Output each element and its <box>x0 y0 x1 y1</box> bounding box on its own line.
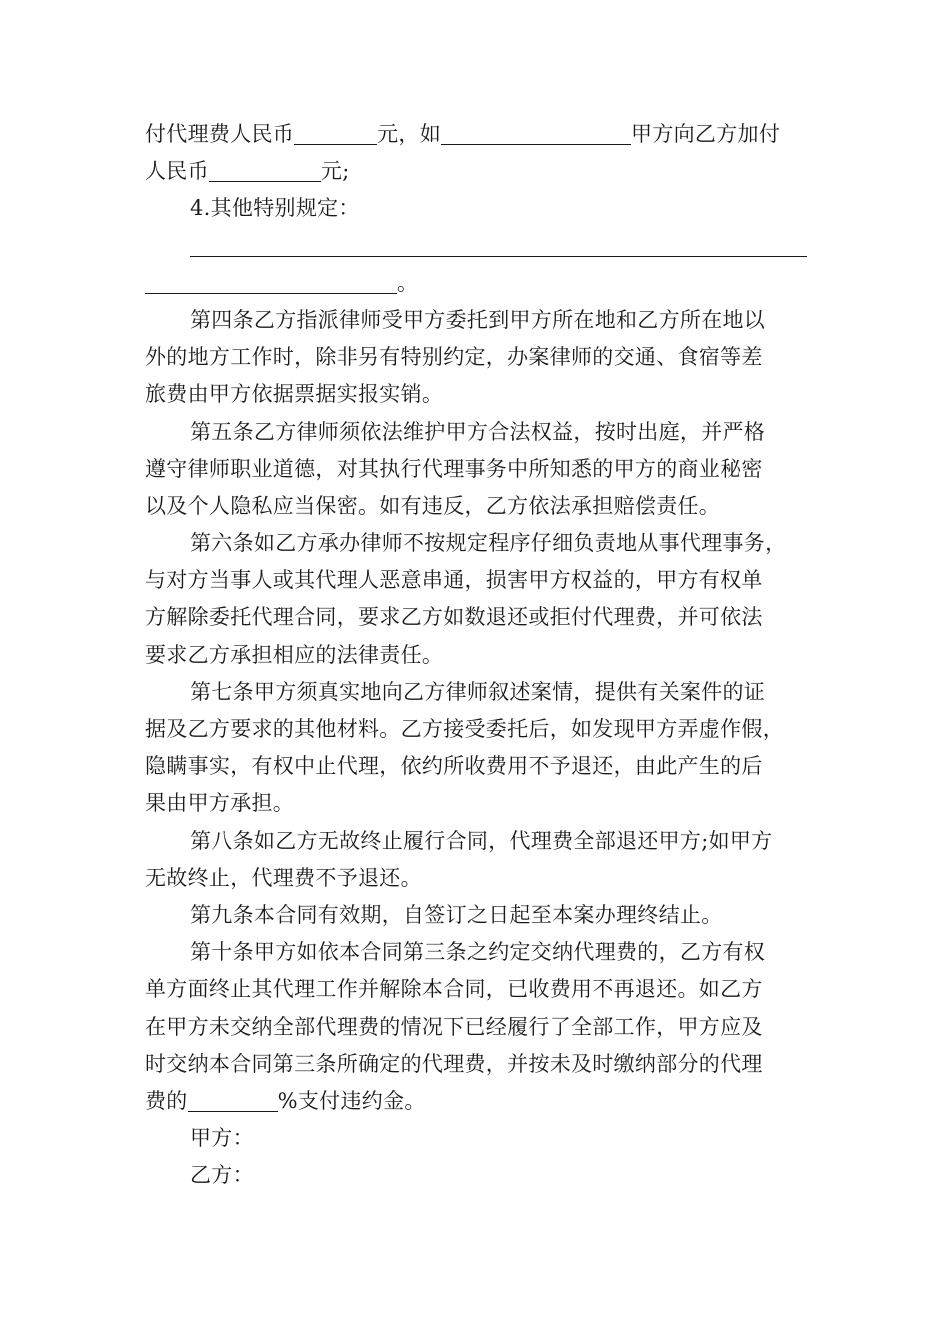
article-4-line: 旅费由甲方依据票据实报实销。 <box>145 382 444 407</box>
article-10-line <box>145 1083 810 1120</box>
article-7-line: 据及乙方要求的其他材料。乙方接受委托后，如发现甲方弄虚作假， <box>145 717 784 741</box>
party-b-signature: 乙方： <box>190 1163 254 1188</box>
article-7-line: 第七条甲方须真实地向乙方律师叙述案情，提供有关案件的证 <box>190 679 766 704</box>
fee-line-1 <box>145 116 810 153</box>
article-8-line: 无故终止，代理费不予退还。 <box>145 865 422 890</box>
article-10-text: 费的 <box>145 1088 188 1113</box>
article-6-line: 第六条如乙方承办律师不按规定程序仔细负责地从事代理事务， <box>190 531 787 556</box>
condition-blank[interactable] <box>441 120 631 145</box>
article-10-text: %支付违约金。 <box>277 1088 426 1113</box>
article-10-line: 在甲方未交纳全部代理费的情况下已经履行了全部工作，甲方应及 <box>145 1014 763 1039</box>
article-7-line: 隐瞒事实，有权中止代理，依约所收费用不予退还，由此产生的后 <box>145 754 763 779</box>
fee-text: 付代理费人民币 <box>145 122 295 146</box>
fee-text: 元; <box>320 159 350 184</box>
article-4-line: 外的地方工作时，除非另有特别约定，办案律师的交通、食宿等差 <box>145 345 763 370</box>
fee-text: 元，如 <box>377 122 442 146</box>
article-8-line: 第八条如乙方无故终止履行合同，代理费全部退还甲方;如甲方 <box>190 828 773 853</box>
article-4-line: 第四条乙方指派律师受甲方委托到甲方所在地和乙方所在地以 <box>190 307 766 332</box>
party-a-signature: 甲方： <box>190 1126 254 1151</box>
special-provisions-label: 4.其他特别规定： <box>190 196 360 221</box>
contract-page <box>145 116 810 1194</box>
article-5-line: 以及个人隐私应当保密。如有违反，乙方依法承担赔偿责任。 <box>145 493 721 518</box>
fee-amount-blank[interactable] <box>294 120 377 145</box>
article-7-line: 果由甲方承担。 <box>145 791 295 816</box>
extra-fee-blank[interactable] <box>209 157 321 182</box>
period: 。 <box>397 270 419 295</box>
penalty-percent-blank[interactable] <box>188 1087 278 1112</box>
article-9-line: 第九条本合同有效期，自签订之日起至本案办理终结止。 <box>190 902 723 927</box>
fee-text: 甲方向乙方加付 <box>631 122 781 146</box>
special-provisions-line-1 <box>145 228 810 265</box>
special-provisions-line-2 <box>145 265 810 302</box>
article-6-line: 与对方当事人或其代理人恶意串通，损害甲方权益的，甲方有权单 <box>145 568 763 593</box>
article-10-line: 第十条甲方如依本合同第三条之约定交纳代理费的，乙方有权 <box>190 940 766 965</box>
special-provisions-blank[interactable] <box>145 269 397 294</box>
article-5-line: 遵守律师职业道德，对其执行代理事务中所知悉的甲方的商业秘密 <box>145 456 763 481</box>
special-provisions-blank[interactable] <box>190 232 807 257</box>
fee-line-2 <box>145 153 810 190</box>
article-6-line: 要求乙方承担相应的法律责任。 <box>145 642 444 667</box>
article-5-line: 第五条乙方律师须依法维护甲方合法权益，按时出庭，并严格 <box>190 419 766 444</box>
article-10-line: 时交纳本合同第三条所确定的代理费，并按未及时缴纳部分的代理 <box>145 1051 763 1076</box>
fee-text: 人民币 <box>145 159 209 184</box>
article-6-line: 方解除委托代理合同，要求乙方如数退还或拒付代理费，并可依法 <box>145 605 763 630</box>
article-10-line: 单方面终止其代理工作并解除本合同，已收费用不再退还。如乙方 <box>145 977 763 1002</box>
